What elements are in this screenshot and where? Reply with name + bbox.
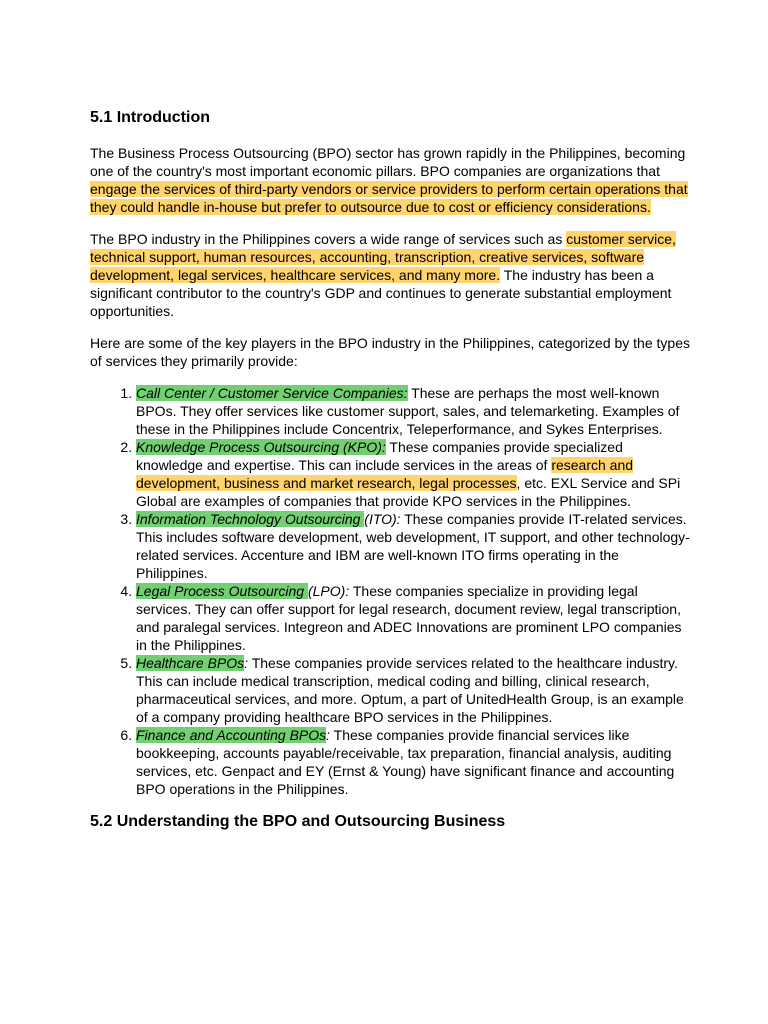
highlight-green [136, 583, 308, 599]
list-item-text: These are perhaps the most well-known BPOs. They offer services like customer support, sales, and telemarketing. Examples of these in the Philippines include Concentrix, Teleperformance, and Sykes Enterprises. [136, 385, 680, 437]
list-item-term: Knowledge Process Outsourcing (KPO): [136, 439, 386, 455]
list-item-term: Healthcare BPOs [136, 655, 245, 671]
list-item-term: Finance and Accounting BPOs [136, 727, 327, 743]
list-item-text: These companies specialize in providing legal services. They can offer support for legal research, document review, legal transcription, and paralegal services. Integreon and ADEC Innovations are prominent LPO companies in the Philippines. [136, 583, 682, 653]
list-item [136, 726, 690, 798]
paragraph-services-text: The BPO industry in the Philippines covers a wide range of services such as [90, 231, 567, 247]
list-item [136, 510, 690, 582]
bpo-types-list [90, 384, 690, 798]
paragraph-services [90, 230, 690, 320]
list-item [136, 384, 690, 438]
highlight-green [136, 655, 244, 671]
list-item-term-suffix: : [326, 727, 331, 743]
document-body [90, 106, 690, 834]
paragraph-intro-text: The Business Process Outsourcing (BPO) sector has grown rapidly in the Philippines, becoming one of the country's most important economic pillars. BPO companies are organizations that [90, 145, 686, 179]
paragraph-intro [90, 144, 690, 216]
list-item-text: These companies provide IT-related services. This includes software development, web development, IT support, and other technology-related services. Accenture and IBM are well-known ITO firms operating in the Philippines. [136, 511, 690, 581]
list-item-text-after: , etc. EXL Service and SPi Global are examples of companies that provide KPO services in the Philippines. [136, 475, 681, 509]
section-heading-understanding-bpo: 5.2 Understanding the BPO and Outsourcing Business [90, 813, 506, 830]
list-item-term-suffix: (LPO): [307, 583, 350, 599]
paragraph-services-text-after: The industry has been a significant contributor to the country's GDP and continues to generate substantial employment opportunities. [90, 267, 672, 319]
highlight-green [136, 727, 326, 743]
list-item [136, 582, 690, 654]
highlight-yellow: research and development, business and market research, legal processes [136, 457, 634, 491]
highlight-green [136, 511, 364, 527]
list-item [136, 654, 690, 726]
list-item-term-suffix: (ITO): [364, 511, 401, 527]
list-item [136, 438, 690, 510]
highlight-green [136, 385, 408, 401]
list-item-term: Call Center / Customer Service Companies: [136, 385, 408, 401]
list-item-term-suffix: : [244, 655, 249, 671]
highlight-green [136, 439, 386, 455]
list-item-term: Information Technology Outsourcing [136, 511, 365, 527]
paragraph-key-players: Here are some of the key players in the BPO industry in the Philippines, categorized by the types of services they primarily provide: [90, 335, 690, 369]
section-heading-introduction: 5.1 Introduction [90, 109, 210, 126]
highlight-yellow: customer service, technical support, human resources, accounting, transcription, creative services, software development, legal services, healthcare services, and many more. [90, 231, 676, 283]
list-item-text: These companies provide specialized knowledge and expertise. This can include services in the areas of [136, 439, 623, 473]
highlight-yellow: engage the services of third-party vendors or service providers to perform certain operations that they could handle in-house but prefer to outsource due to cost or efficiency considerations. [90, 181, 688, 215]
list-item-term: Legal Process Outsourcing [136, 583, 308, 599]
list-item-text: These companies provide services related to the healthcare industry. This can include medical transcription, medical coding and billing, clinical research, pharmaceutical services, and more. Optum, a part of UnitedHealth Group, is an example of a company providing healthcare BPO services in the Philippines. [136, 655, 684, 725]
list-item-text: These companies provide financial services like bookkeeping, accounts payable/receivable, tax preparation, financial analysis, auditing services, etc. Genpact and EY (Ernst & Young) have significant finance and accounting BPO operations in the Philippines. [136, 727, 675, 797]
